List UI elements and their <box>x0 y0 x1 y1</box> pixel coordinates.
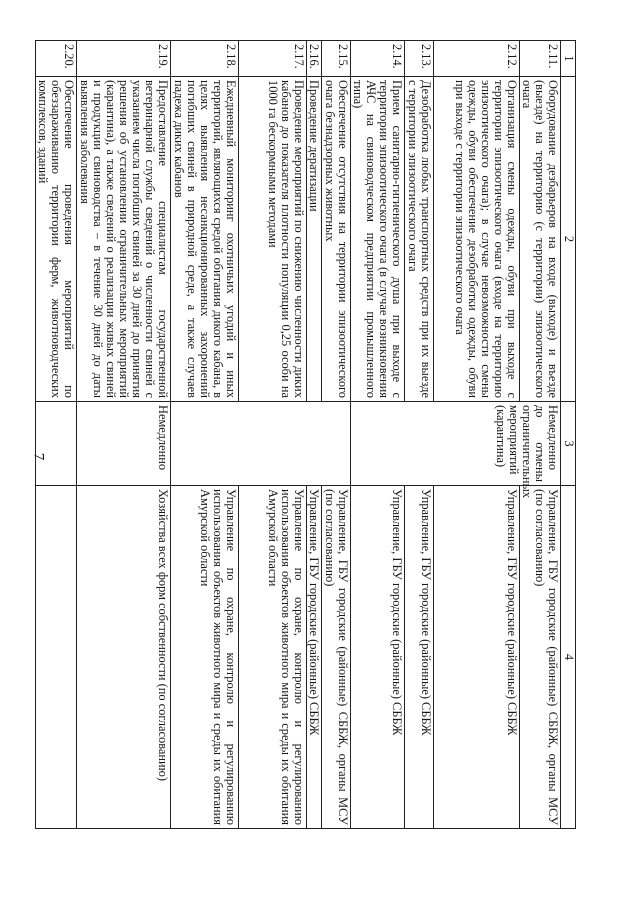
row-responsible: Управление, ГБУ городские (районные) СББЖ <box>351 486 405 829</box>
row-responsible: Хозяйства всех форм собственности (по согласованию) <box>77 486 171 829</box>
row-measure: Обеспечение отсутствия на территории эпизоотического очага безнадзорных животных <box>322 77 351 402</box>
row-measure: Обеспечение проведения мероприятий по обеззараживанию территории ферм, животноводческих комплексов, зданий <box>36 77 77 402</box>
row-number: 2.16. <box>307 41 322 77</box>
row-responsible: Управление, ГБУ городские (районные) СББЖ <box>405 486 434 829</box>
row-term: Немедленно <box>77 402 171 486</box>
row-term: Немедленно до отмены ограничительных мероприятий (карантина) <box>351 402 561 486</box>
table-row <box>77 41 171 829</box>
row-term <box>36 402 77 486</box>
row-measure: Проведение мероприятий по снижению численности диких кабанов до показателя плотности популяции 0,25 особи на 1000 га бескормными методами <box>239 77 307 402</box>
row-number: 2.15. <box>322 41 351 77</box>
row-number: 2.18. <box>171 41 239 77</box>
row-responsible <box>36 486 77 829</box>
row-measure: Проведение дератизации <box>307 77 322 402</box>
row-measure: Дезобработка любых транспортных средств при их выезде с территории эпизоотического очага <box>405 77 434 402</box>
column-header-term: 3 <box>561 402 576 486</box>
table-row <box>520 41 561 829</box>
row-responsible: Управление, ГБУ городские (районные) СББЖ, органы МСУ (по согласованию) <box>322 486 351 829</box>
row-measure: Организация смены одежды, обуви при выходе с территории эпизоотического очага (входе на территорию эпизоотического очага); в случае невозможности смены одежды, обуви обеспечение дезобработки одежды, обуви при выходе с территории эпизоотического очага <box>434 77 520 402</box>
column-header-responsible: 4 <box>561 486 576 829</box>
measures-table <box>35 40 576 829</box>
row-measure: Прием санитарно-гигиенического душа при выходе с территории эпизоотического очага (в случае возникновения АЧС на свиноводческом предприятии промышленного типа) <box>351 77 405 402</box>
row-number: 2.14. <box>351 41 405 77</box>
row-measure: Предоставление специалистам государственной ветеринарной службы сведений о численности свиней с указанием числа погибших свиней за 30 дней до принятия решения об установлении ограничительных мероприятий (карантина), а также сведений о реализации живых свиней и продукции свиноводства – в течение 30 дней до даты выявления заболевания <box>77 77 171 402</box>
table-header-row <box>561 41 576 829</box>
row-number: 2.19. <box>77 41 171 77</box>
row-responsible: Управление, ГБУ городские (районные) СББЖ <box>434 486 520 829</box>
row-number: 2.11. <box>520 41 561 77</box>
row-number: 2.13. <box>405 41 434 77</box>
row-number: 2.12. <box>434 41 520 77</box>
row-measure: Ежедневный мониторинг охотничьих угодий и иных территорий, являющихся средой обитания дикого кабана, в целях выявления несанкционированных захоронений погибших свиней в природной среде, а также случаев падежа диких кабанов <box>171 77 239 402</box>
row-number: 2.17. <box>239 41 307 77</box>
column-header-measure: 2 <box>561 77 576 402</box>
column-header-number: 1 <box>561 41 576 77</box>
row-responsible: Управление, ГБУ городские (районные) СББЖ, органы МСУ (по согласованию) <box>520 486 561 829</box>
row-responsible: Управление по охране, контролю и регулированию использования объектов животного мира и среды их обитания Амурской области <box>239 486 307 829</box>
measures-table-container <box>36 40 576 828</box>
row-number: 2.20. <box>36 41 77 77</box>
table-row <box>322 41 351 829</box>
row-term <box>171 402 351 486</box>
row-measure: Оборудование дезбарьеров на входе (выходе) и въезде (выезде) на территорию (с территории) эпизоотического очага <box>520 77 561 402</box>
page-number: 7 <box>30 452 47 461</box>
row-responsible: Управление по охране, контролю и регулированию использования объектов животного мира и среды их обитания Амурской области <box>171 486 239 829</box>
row-responsible: Управление, ГБУ городские (районные) СББЖ <box>307 486 322 829</box>
table-row <box>36 41 77 829</box>
